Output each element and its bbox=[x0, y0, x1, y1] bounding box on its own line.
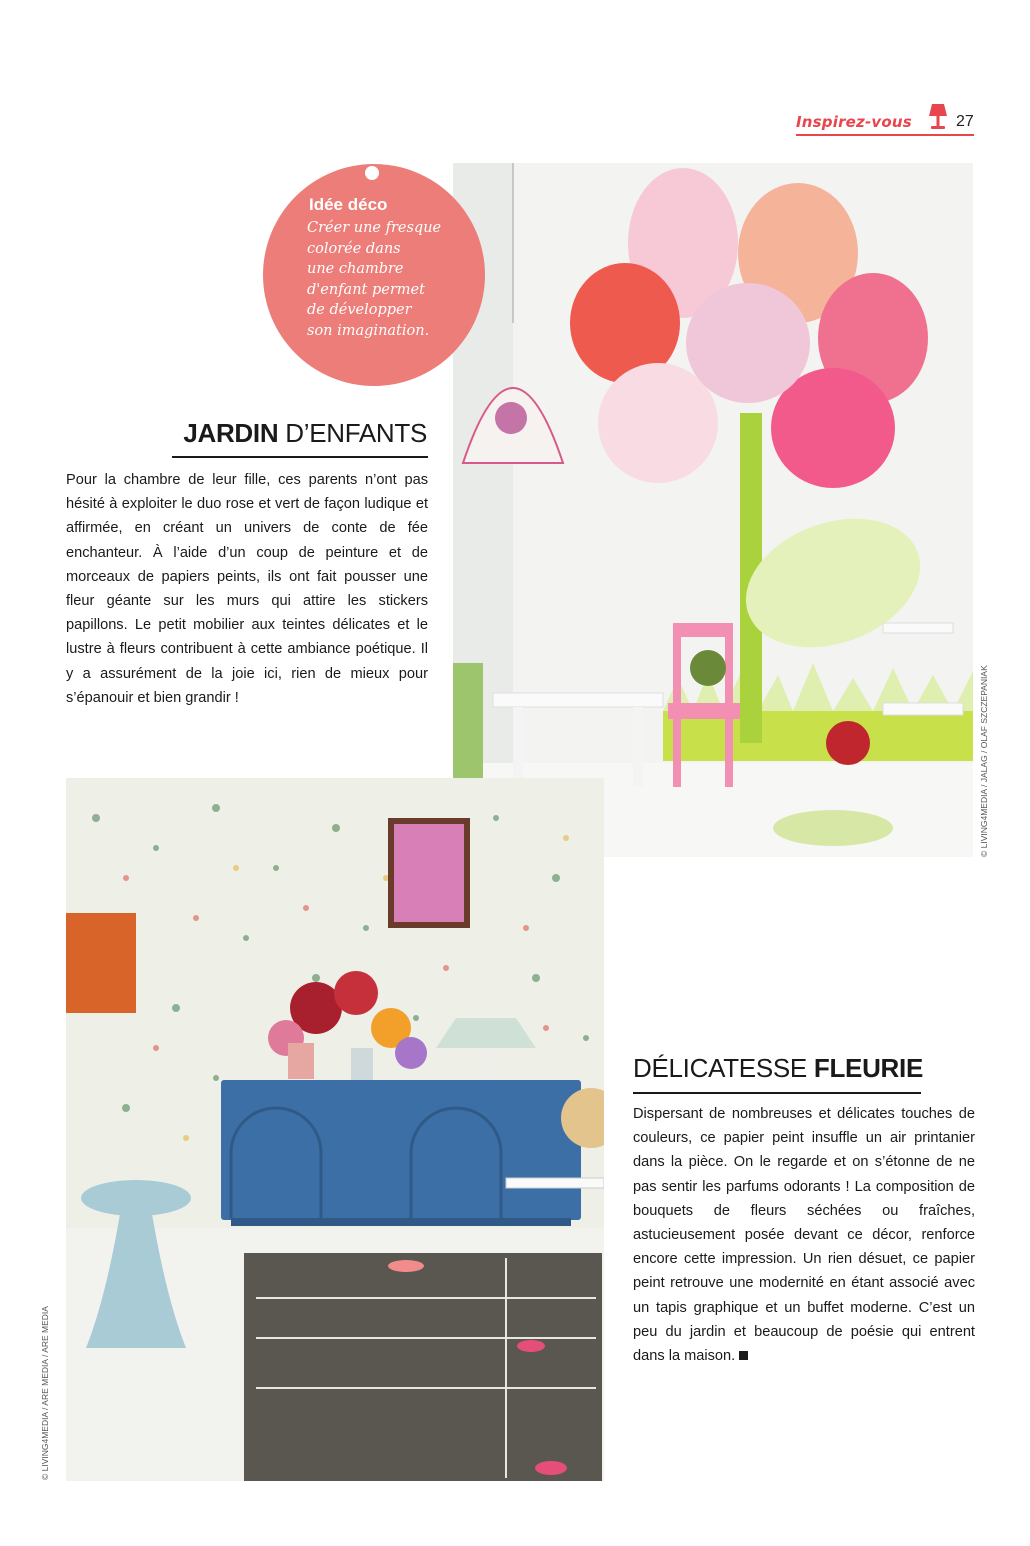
page-number: 27 bbox=[956, 113, 974, 130]
photo1-credit: © LIVING4MEDIA / JALAG / OLAF SZCZEPANIAK bbox=[979, 665, 989, 857]
article2-body bbox=[633, 1102, 975, 1368]
article1-heading bbox=[183, 418, 427, 449]
tip-title: Idée déco bbox=[309, 195, 388, 214]
end-mark-icon bbox=[739, 1351, 748, 1360]
article2-heading-rest: DÉLICATESSE bbox=[633, 1053, 814, 1083]
article1-body: Pour la chambre de leur fille, ces parents n’ont pas hésité à exploiter le duo rose et vert de façon ludique et affirmée, en créant un univers de conte de fée enchanteur. À l’aide d’un coup de peinture et de morceaux de papiers peints, ils ont fait pousser une fleur géante sur les murs qui attire les stickers papillons. Le petit mobilier aux teintes délicates et le lustre à fleurs contribuent à cette ambiance poétique. Il y a assurément de la joie ici, rien de mieux pour s’épanouir et bien grandir ! bbox=[66, 472, 428, 706]
article1-heading-rule bbox=[172, 456, 428, 458]
article2-body-text: Dispersant de nombreuses et délicates touches de couleurs, ce papier peint insuffle un air printanier dans la pièce. On le regarde et on s’étonne de ne pas sentir les parfums odorants ! La composition de bouquets de fleurs séchées ou fraîches, astucieusement posée devant ce décor, renforce encore cette impression. Un rien désuet, ce papier peint retrouve une modernité en étant associé avec un tapis graphique et un buffet moderne. C’est un peu du jardin et beaucoup de poésie qui entrent dans la maison. bbox=[633, 1106, 975, 1365]
article1-heading-rest: D’ENFANTS bbox=[278, 418, 427, 448]
tip-text: Créer une fresque colorée dans une chambre d'enfant permet de développer son imagination. bbox=[307, 220, 442, 339]
article2-heading-rule bbox=[633, 1092, 921, 1094]
lamp-icon bbox=[927, 102, 949, 132]
article1-heading-bold: JARDIN bbox=[183, 418, 279, 448]
section-label: Inspirez-vous bbox=[796, 113, 912, 131]
photo2-credit: © LIVING4MEDIA / ARE MEDIA / ARE MEDIA bbox=[40, 1306, 50, 1480]
article2-heading bbox=[633, 1053, 923, 1084]
kids-room-photo bbox=[453, 163, 973, 857]
bubble-dot bbox=[365, 166, 379, 180]
floral-room-photo bbox=[66, 778, 604, 1481]
article2-heading-bold: FLEURIE bbox=[813, 1053, 923, 1083]
header-rule bbox=[796, 134, 974, 136]
